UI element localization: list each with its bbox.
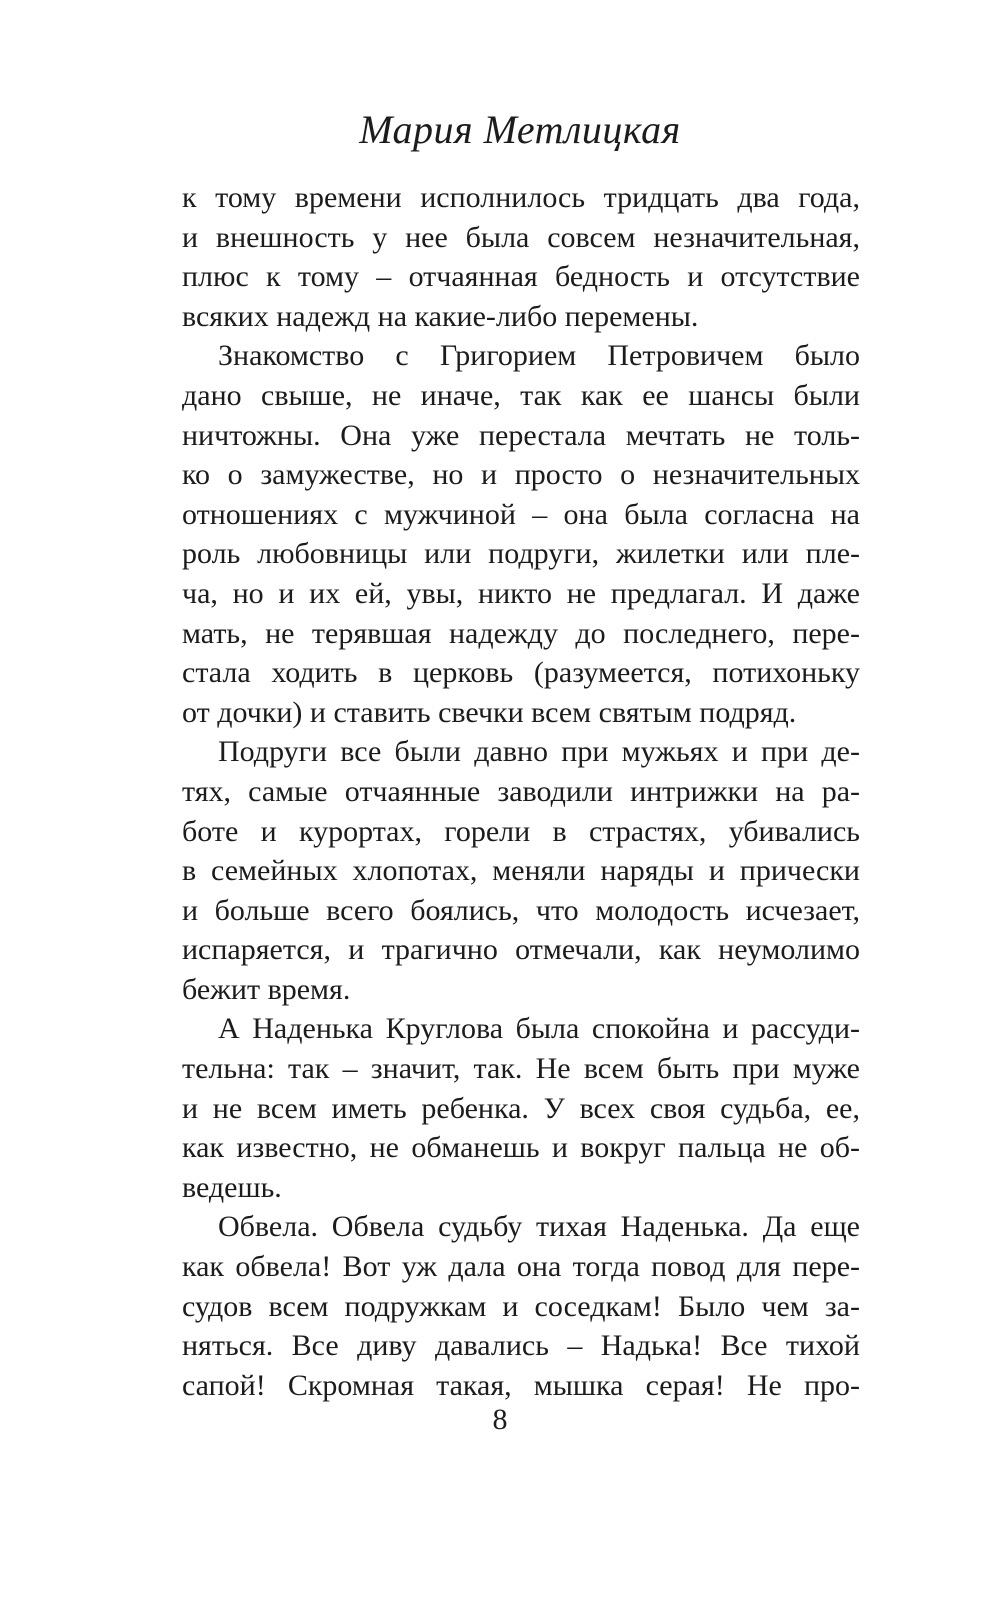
text-line: дано свыше, не иначе, так как ее шансы были bbox=[182, 378, 860, 412]
text-line: роль любовницы или подруги, жилетки или пле- bbox=[182, 537, 860, 571]
text-line: А Наденька Круглова была спокойна и рассуди- bbox=[218, 1012, 860, 1046]
text-line: ча, но и их ей, увы, никто не предлагал. И даже bbox=[182, 576, 860, 610]
running-head-author: Мария Метлицкая bbox=[359, 107, 681, 152]
text-line: мать, не терявшая надежду до последнего, пере- bbox=[182, 616, 860, 650]
text-line: боте и курортах, горели в страстях, убивались bbox=[182, 814, 860, 848]
text-line: Подруги все были давно при мужьях и при де- bbox=[218, 735, 860, 769]
text-line: плюс к тому – отчаянная бедность и отсутствие bbox=[182, 260, 860, 294]
text-line: сапой! Скромная такая, мышка серая! Не про- bbox=[182, 1368, 860, 1402]
text-line: от дочки) и ставить свечки всем святым подряд. bbox=[182, 695, 797, 729]
text-line: Обвела. Обвела судьбу тихая Наденька. Да еще bbox=[218, 1210, 860, 1244]
text-line: как известно, не обманешь и вокруг пальца не об- bbox=[182, 1131, 860, 1165]
text-line: испаряется, и трагично отмечали, как неумолимо bbox=[182, 933, 860, 967]
text-line: тельна: так – значит, так. Не всем быть при муже bbox=[182, 1052, 860, 1086]
text-line: няться. Все диву давались – Надька! Все тихой bbox=[182, 1329, 860, 1363]
text-line: ничтожны. Она уже перестала мечтать не толь- bbox=[182, 418, 860, 452]
text-line: и больше всего боялись, что молодость исчезает, bbox=[182, 893, 860, 927]
body-text bbox=[182, 178, 860, 1405]
text-line: всяких надежд на какие-либо перемены. bbox=[182, 299, 699, 333]
text-line: и не всем иметь ребенка. У всех своя судьба, ее, bbox=[182, 1091, 860, 1125]
text-line: бежит время. bbox=[182, 972, 351, 1006]
text-line: как обвела! Вот уж дала она тогда повод для пере- bbox=[182, 1250, 860, 1284]
paragraph bbox=[182, 1207, 860, 1405]
text-line: отношениях с мужчиной – она была согласна на bbox=[182, 497, 860, 531]
text-line: тях, самые отчаянные заводили интрижки на ра- bbox=[182, 774, 860, 808]
text-line: к тому времени исполнилось тридцать два года, bbox=[182, 181, 860, 214]
text-line: ко о замужестве, но и просто о незначительных bbox=[182, 458, 860, 492]
text-line: в семейных хлопотах, меняли наряды и прически bbox=[182, 854, 860, 888]
text-line: и внешность у нее была совсем незначительная, bbox=[182, 220, 860, 254]
text-line: судов всем подружкам и соседкам! Было чем за- bbox=[182, 1289, 860, 1323]
paragraph bbox=[182, 1009, 860, 1207]
paragraph bbox=[182, 732, 860, 1009]
text-line: ведешь. bbox=[182, 1170, 282, 1204]
text-line: стала ходить в церковь (разумеется, потихоньку bbox=[182, 656, 860, 690]
text-line: Знакомство с Григорием Петровичем было bbox=[218, 339, 860, 373]
page-number: 8 bbox=[492, 1403, 508, 1436]
paragraph bbox=[182, 178, 860, 336]
paragraph bbox=[182, 336, 860, 732]
